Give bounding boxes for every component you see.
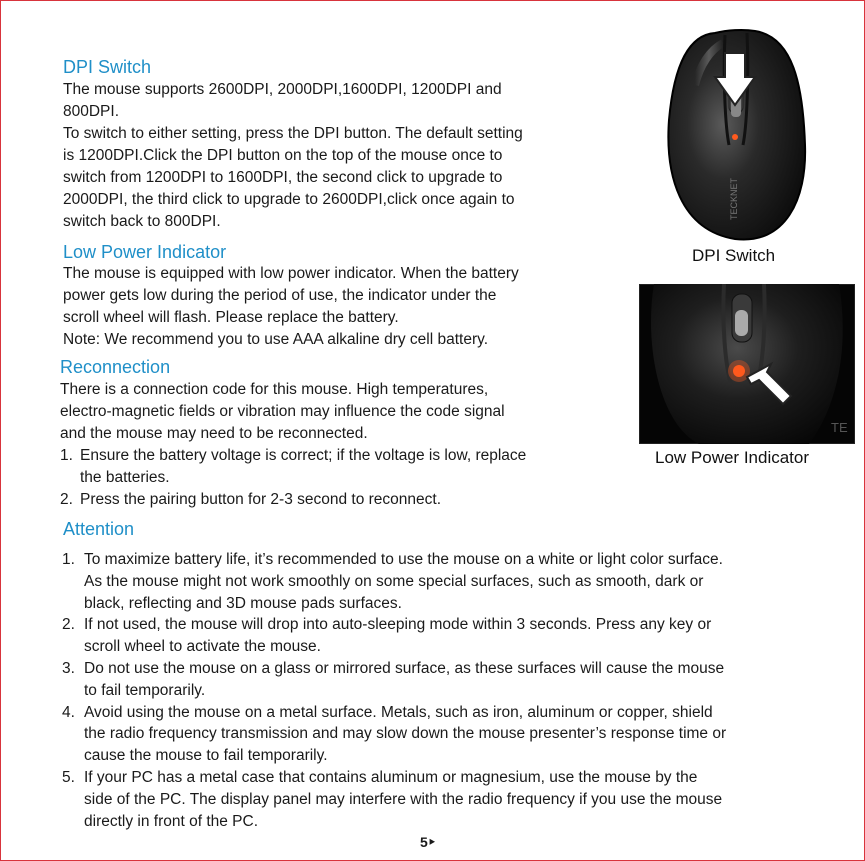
attention-list (62, 549, 852, 832)
list-number: 1. (60, 447, 73, 464)
list-number: 4. (62, 703, 75, 721)
text-line: There is a connection code for this mouse. High temperatures, (60, 381, 489, 398)
list-number: 2. (60, 491, 73, 508)
text-line: Note: We recommend you to use AAA alkaline dry cell battery. (63, 331, 489, 348)
text-line: 800DPI. (63, 103, 120, 120)
text-line: is 1200DPI.Click the DPI button on the top of the mouse once to (63, 147, 503, 164)
list-item (62, 549, 852, 614)
text-line: scroll wheel to activate the mouse. (84, 638, 321, 656)
mouse-logo: TE (831, 420, 848, 435)
text-line: electro-magnetic fields or vibration may influence the code signal (60, 403, 505, 420)
text-line: the radio frequency transmission and may slow down the mouse presenter’s response time or (84, 725, 727, 743)
text-line: power gets low during the period of use, the indicator under the (63, 287, 497, 304)
text-line: Press the pairing button for 2-3 second to reconnect. (80, 491, 442, 508)
text-line: The mouse is equipped with low power indicator. When the battery (63, 265, 519, 282)
low-power-heading: Low Power Indicator (63, 242, 227, 262)
list-item (62, 767, 852, 832)
text-line: If your PC has a metal case that contains aluminum or magnesium, use the mouse by the (84, 768, 698, 786)
text-line: Do not use the mouse on a glass or mirrored surface, as these surfaces will cause the mouse (84, 659, 725, 677)
text-line: black, reflecting and 3D mouse pads surfaces. (84, 594, 402, 612)
list-number: 1. (62, 551, 75, 568)
text-line: If not used, the mouse will drop into auto-sleeping mode within 3 seconds. Press any key or (84, 616, 712, 634)
text-line: switch from 1200DPI to 1600DPI, the second click to upgrade to (63, 169, 503, 186)
text-line: and the mouse may need to be reconnected. (60, 425, 368, 442)
text-line: the batteries. (80, 469, 170, 486)
list-item (60, 489, 620, 511)
text-line: As the mouse might not work smoothly on some special surfaces, such as smooth, dark or (84, 572, 704, 590)
reconnection-steps (60, 445, 620, 511)
list-item (62, 658, 852, 702)
low-power-mouse-image (639, 284, 855, 444)
list-number: 3. (62, 659, 75, 677)
page-number: 5‣ (420, 834, 437, 850)
text-line: To switch to either setting, press the DPI button. The default setting (63, 125, 523, 142)
list-item (62, 614, 852, 658)
text-line: Ensure the battery voltage is correct; if the voltage is low, replace (80, 447, 527, 464)
reconnection-heading: Reconnection (60, 357, 171, 377)
text-line: cause the mouse to fail temporarily. (84, 747, 328, 765)
attention-heading: Attention (63, 519, 135, 539)
text-line: switch back to 800DPI. (63, 213, 221, 230)
text-line: side of the PC. The display panel may interfere with the radio frequency if you use the mouse (84, 790, 723, 808)
text-line: to fail temporarily. (84, 681, 206, 699)
dpi-switch-text (63, 79, 523, 233)
list-item (60, 445, 620, 489)
list-item (62, 702, 852, 767)
text-line: The mouse supports 2600DPI, 2000DPI,1600DPI, 1200DPI and (63, 81, 502, 98)
text-line: Avoid using the mouse on a metal surface. Metals, such as iron, aluminum or copper, shield (84, 703, 713, 721)
dpi-switch-caption: DPI Switch (692, 246, 776, 265)
text-line: To maximize battery life, it’s recommended to use the mouse on a white or light color surface. (84, 551, 723, 568)
low-power-caption: Low Power Indicator (655, 448, 810, 467)
reconnection-text (60, 379, 505, 445)
text-line: 2000DPI, the third click to upgrade to 2600DPI,click once again to (63, 191, 515, 208)
low-power-text (63, 263, 519, 351)
list-number: 2. (62, 616, 75, 634)
dpi-switch-heading: DPI Switch (63, 57, 152, 77)
text-line: scroll wheel will flash. Please replace the battery. (63, 309, 399, 326)
mouse-logo: TECKNET (729, 177, 739, 220)
dpi-switch-mouse-image (655, 25, 820, 247)
list-number: 5. (62, 768, 75, 786)
text-line: directly in front of the PC. (84, 812, 259, 830)
